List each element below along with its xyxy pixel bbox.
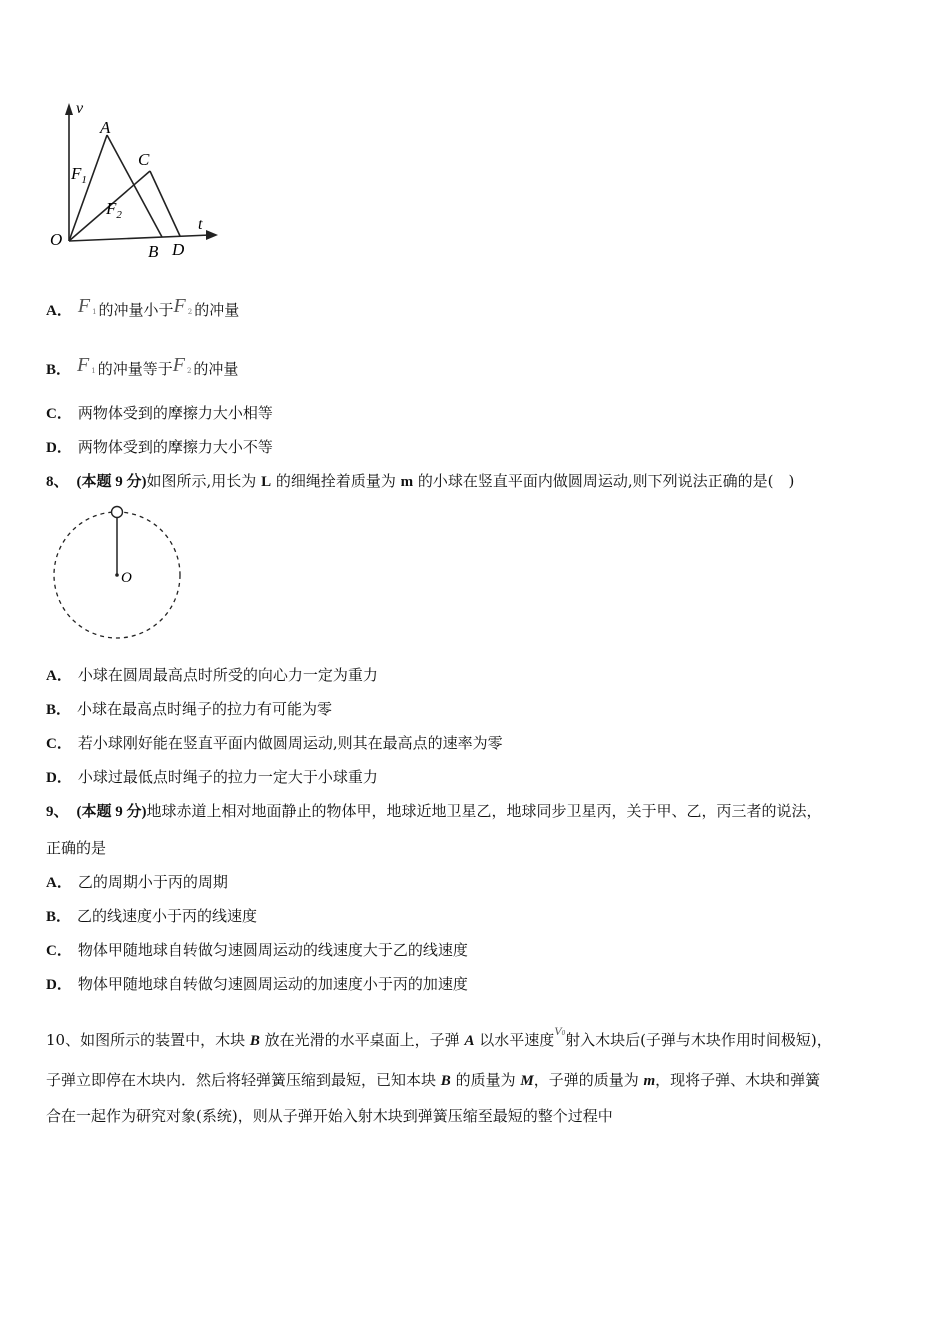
option-text: 若小球刚好能在竖直平面内做圆周运动,则其在最高点的速率为零	[77, 734, 503, 752]
question-score: (本题 9 分)	[76, 804, 147, 820]
question-score: (本题 9 分)	[76, 474, 147, 490]
option-text: 物体甲随地球自转做匀速圆周运动的线速度大于乙的线速度	[77, 941, 468, 959]
point-B-label: B	[148, 242, 159, 261]
option-label: A．	[46, 303, 72, 319]
q7-option-a[interactable]	[46, 296, 239, 322]
var-m: m	[400, 474, 414, 490]
option-text: 两物体受到的摩擦力大小不等	[77, 438, 273, 456]
option-text-end: 的冲量	[193, 360, 239, 378]
var-A: A	[464, 1033, 475, 1049]
q10-stem-line2	[46, 1070, 820, 1091]
ball	[112, 507, 123, 518]
option-label: A．	[46, 875, 72, 891]
question-text-cont: 正确的是	[46, 839, 107, 857]
axis-v-label: v	[76, 100, 84, 117]
question-text: 合在一起作为研究对象(系统)，则从子弹开始入射木块到弹簧压缩至最短的整个过程中	[46, 1107, 613, 1125]
option-label: B．	[46, 702, 72, 718]
origin-label: O	[50, 230, 63, 249]
question-text-c: 的小球在竖直平面内做圆周运动,则下列说法正确的是( )	[413, 472, 795, 490]
option-text: 的冲量小于	[98, 301, 174, 319]
F2-subscript: 2	[186, 367, 192, 375]
question-text: 如图所示的装置中，木块	[80, 1031, 250, 1049]
question-text-a: 如图所示,用长为	[146, 472, 262, 490]
question-text: ，现将子弹、木块和弹簧	[655, 1071, 821, 1089]
F2-symbol: F	[172, 354, 185, 376]
q9-stem-cont	[46, 838, 106, 858]
option-text: 乙的周期小于丙的周期	[77, 873, 228, 891]
option-text: 小球过最低点时绳子的拉力一定大于小球重力	[77, 768, 378, 786]
vt-graph-figure	[40, 95, 230, 265]
v0-symbol: V0	[554, 1024, 566, 1038]
var-L: L	[261, 474, 272, 490]
var-B: B	[249, 1033, 260, 1049]
option-label: D．	[46, 770, 72, 786]
F2-subscript: 2	[187, 308, 193, 316]
q8-option-d[interactable]	[46, 767, 378, 788]
q9-option-a[interactable]	[46, 872, 228, 893]
question-text: 子弹立即停在木块内．然后将轻弹簧压缩到最短，已知本块	[46, 1071, 441, 1089]
option-label: A．	[46, 668, 72, 684]
option-label: C．	[46, 406, 72, 422]
line-AB	[107, 135, 162, 237]
option-text: 乙的线速度小于丙的线速度	[77, 907, 258, 925]
F2-label: $F_2$	[106, 199, 122, 221]
F1-subscript: 1	[91, 367, 96, 375]
option-text-end: 的冲量	[194, 301, 240, 319]
option-label: C．	[46, 736, 72, 752]
F1-subscript: 1	[92, 308, 97, 316]
option-text: 小球在最高点时绳子的拉力有可能为零	[77, 700, 333, 718]
point-D-label: D	[172, 240, 185, 259]
option-text: 小球在圆周最高点时所受的向心力一定为重力	[77, 666, 378, 684]
question-text-b: 的细绳拴着质量为	[271, 472, 401, 490]
q8-option-a[interactable]	[46, 665, 378, 686]
q8-option-b[interactable]	[46, 699, 332, 720]
F1-label: $F_1$	[71, 164, 87, 186]
option-text: 两物体受到的摩擦力大小相等	[77, 404, 273, 422]
circle-motion-figure	[45, 500, 190, 645]
question-text: 以水平速度	[474, 1031, 555, 1049]
q7-option-c[interactable]	[46, 403, 273, 424]
option-label: C．	[46, 943, 72, 959]
q9-stem	[46, 801, 822, 822]
center-dot	[115, 573, 119, 577]
option-label: B．	[46, 362, 72, 378]
F1-symbol: F	[77, 295, 91, 317]
option-label: D．	[46, 440, 72, 456]
var-M: M	[520, 1073, 534, 1089]
t-axis-arrow	[206, 230, 218, 240]
F2-symbol: F	[173, 295, 186, 317]
point-A-label: A	[100, 118, 111, 137]
q8-option-c[interactable]	[46, 733, 503, 754]
var-B: B	[440, 1073, 451, 1089]
question-number: 10、	[46, 1031, 81, 1049]
q10-stem-line3	[46, 1106, 613, 1126]
q9-option-b[interactable]	[46, 906, 257, 927]
question-text: 射入木块后(子弹与木块作用时间极短)，	[565, 1031, 832, 1049]
point-C-label: C	[138, 150, 150, 169]
q10-stem-line1	[46, 1021, 832, 1051]
q9-option-d[interactable]	[46, 974, 468, 995]
center-label: O	[121, 570, 132, 586]
question-text: 放在光滑的水平桌面上，子弹	[259, 1031, 465, 1049]
option-label: B．	[46, 909, 72, 925]
option-label: D．	[46, 977, 72, 993]
axis-t-label: t	[198, 216, 203, 233]
option-text: 物体甲随地球自转做匀速圆周运动的加速度小于丙的加速度	[77, 975, 468, 993]
q8-stem	[46, 471, 794, 492]
F1-symbol: F	[77, 354, 90, 376]
question-number: 9、	[46, 804, 69, 820]
option-text: 的冲量等于	[97, 360, 173, 378]
question-number: 8、	[46, 474, 69, 490]
q7-option-d[interactable]	[46, 437, 273, 458]
question-text: 地球赤道上相对地面静止的物体甲，地球近地卫星乙，地球同步卫星丙，关于甲、乙，丙三者的说法，	[146, 802, 822, 820]
var-m: m	[643, 1073, 656, 1089]
q7-option-b[interactable]	[46, 355, 238, 381]
line-CD	[150, 171, 180, 236]
question-text: ，子弹的质量为	[533, 1071, 644, 1089]
q9-option-c[interactable]	[46, 940, 468, 961]
v-axis-arrow	[65, 103, 73, 115]
t-axis	[69, 235, 210, 241]
question-text: 的质量为	[450, 1071, 521, 1089]
